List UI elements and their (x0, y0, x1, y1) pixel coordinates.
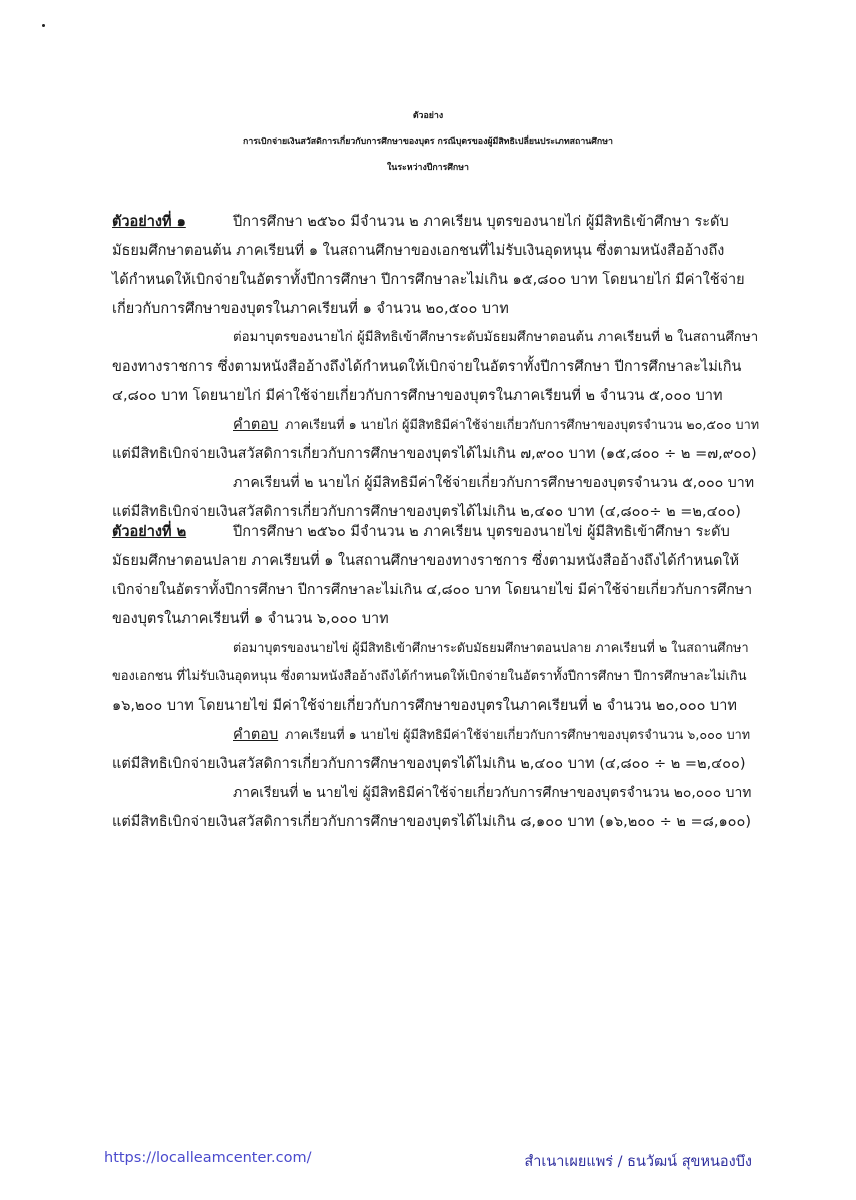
paragraph-line: ปีการศึกษา ๒๕๖๐ มีจำนวน ๒ ภาคเรียน บุตรของนายไข่ ผู้มีสิทธิเข้าศึกษา ระดับ (233, 524, 730, 540)
paragraph-line: เกี่ยวกับการศึกษาของบุตรในภาคเรียนที่ ๑ จำนวน ๒๐,๕๐๐ บาท (112, 301, 509, 317)
paragraph-line: ๔,๘๐๐ บาท โดยนายไก่ มีค่าใช้จ่ายเกี่ยวกับการศึกษาของบุตรในภาคเรียนที่ ๒ จำนวน ๕,๐๐๐ บาท (112, 388, 723, 404)
footer-website-link[interactable]: https://localleamcenter.com/ (104, 1150, 312, 1166)
paragraph-line: ได้กำหนดให้เบิกจ่ายในอัตราทั้งปีการศึกษา ปีการศึกษาละไม่เกิน ๑๕,๘๐๐ บาท โดยนายไก่ มีค่าใช้จ่าย (112, 272, 745, 288)
answer-line: แต่มีสิทธิเบิกจ่ายเงินสวัสดิการเกี่ยวกับการศึกษาของบุตรได้ไม่เกิน ๗,๙๐๐ บาท (๑๕,๘๐๐ ÷ ๒ =๗,๙๐๐) (112, 446, 757, 462)
scan-speck (42, 24, 45, 27)
answer-label: คำตอบ (233, 417, 279, 433)
title-subject-continued: ในระหว่างปีการศึกษา (387, 163, 469, 173)
paragraph-line: มัธยมศึกษาตอนปลาย ภาคเรียนที่ ๑ ในสถานศึกษาของทางราชการ ซึ่งตามหนังสืออ้างถึงได้กำหนดให้ (112, 553, 740, 569)
paragraph-line: ปีการศึกษา ๒๕๖๐ มีจำนวน ๒ ภาคเรียน บุตรของนายไก่ ผู้มีสิทธิเข้าศึกษา ระดับ (233, 214, 729, 230)
paragraph-line: มัธยมศึกษาตอนต้น ภาคเรียนที่ ๑ ในสถานศึกษาของเอกชนที่ไม่รับเงินอุดหนุน ซึ่งตามหนังสืออ้างถึง (112, 243, 725, 259)
answer-line: ภาคเรียนที่ ๑ นายไข่ ผู้มีสิทธิมีค่าใช้จ่ายเกี่ยวกับการศึกษาของบุตรจำนวน ๖,๐๐๐ บาท (285, 727, 751, 742)
answer-line: ภาคเรียนที่ ๒ นายไก่ ผู้มีสิทธิมีค่าใช้จ่ายเกี่ยวกับการศึกษาของบุตรจำนวน ๕,๐๐๐ บาท (233, 475, 755, 491)
answer-line: แต่มีสิทธิเบิกจ่ายเงินสวัสดิการเกี่ยวกับการศึกษาของบุตรได้ไม่เกิน ๘,๑๐๐ บาท (๑๖,๒๐๐ ÷ ๒ =๘,๑๐๐) (112, 814, 752, 830)
example-1-label: ตัวอย่างที่ ๑ (112, 214, 186, 230)
answer-line: แต่มีสิทธิเบิกจ่ายเงินสวัสดิการเกี่ยวกับการศึกษาของบุตรได้ไม่เกิน ๒,๔๐๐ บาท (๔,๘๐๐ ÷ ๒ =๒,๔๐๐) (112, 756, 746, 772)
answer-line: แต่มีสิทธิเบิกจ่ายเงินสวัสดิการเกี่ยวกับการศึกษาของบุตรได้ไม่เกิน ๒,๔๐๐ บาท (๔,๘๐๐÷ ๒ =๒,๔๐๐) (112, 504, 741, 520)
example-2-label: ตัวอย่างที่ ๒ (112, 524, 187, 540)
title-heading: ตัวอย่าง (412, 111, 444, 121)
answer-line: ภาคเรียนที่ ๑ นายไก่ ผู้มีสิทธิมีค่าใช้จ่ายเกี่ยวกับการศึกษาของบุตรจำนวน ๒๐,๕๐๐ บาท (285, 417, 760, 432)
title-subject: การเบิกจ่ายเงินสวัสดิการเกี่ยวกับการศึกษาของบุตร กรณีบุตรของผู้มีสิทธิเปลี่ยนประเภทสถานศึกษา (243, 137, 613, 147)
paragraph-line: เบิกจ่ายในอัตราทั้งปีการศึกษา ปีการศึกษาละไม่เกิน ๔,๘๐๐ บาท โดยนายไข่ มีค่าใช้จ่ายเกี่ยวกับการศึกษา (112, 582, 753, 598)
footer-credit: สำเนาเผยแพร่ / ธนวัฒน์ สุขหนองบึง (524, 1154, 752, 1170)
paragraph-line: ของทางราชการ ซึ่งตามหนังสืออ้างถึงได้กำหนดให้เบิกจ่ายในอัตราทั้งปีการศึกษา ปีการศึกษาละไม่เกิน (112, 359, 742, 375)
document-title-block (0, 103, 856, 181)
paragraph-line: ของเอกชน ที่ไม่รับเงินอุดหนุน ซึ่งตามหนังสืออ้างถึงได้กำหนดให้เบิกจ่ายในอัตราทั้งปีการศึกษา ปีการศึกษาละไม่เกิน (112, 669, 747, 684)
answer-line: ภาคเรียนที่ ๒ นายไข่ ผู้มีสิทธิมีค่าใช้จ่ายเกี่ยวกับการศึกษาของบุตรจำนวน ๒๐,๐๐๐ บาท (233, 785, 752, 801)
paragraph-line: ของบุตรในภาคเรียนที่ ๑ จำนวน ๖,๐๐๐ บาท (112, 611, 389, 627)
answer-label: คำตอบ (233, 727, 279, 743)
paragraph-line: ๑๖,๒๐๐ บาท โดยนายไข่ มีค่าใช้จ่ายเกี่ยวกับการศึกษาของบุตรในภาคเรียนที่ ๒ จำนวน ๒๐,๐๐๐ บาท (112, 698, 737, 714)
paragraph-line: ต่อมาบุตรของนายไข่ ผู้มีสิทธิเข้าศึกษาระดับมัธยมศึกษาตอนปลาย ภาคเรียนที่ ๒ ในสถานศึกษา (233, 640, 749, 655)
paragraph-line: ต่อมาบุตรของนายไก่ ผู้มีสิทธิเข้าศึกษาระดับมัธยมศึกษาตอนต้น ภาคเรียนที่ ๒ ในสถานศึกษา (233, 330, 759, 345)
